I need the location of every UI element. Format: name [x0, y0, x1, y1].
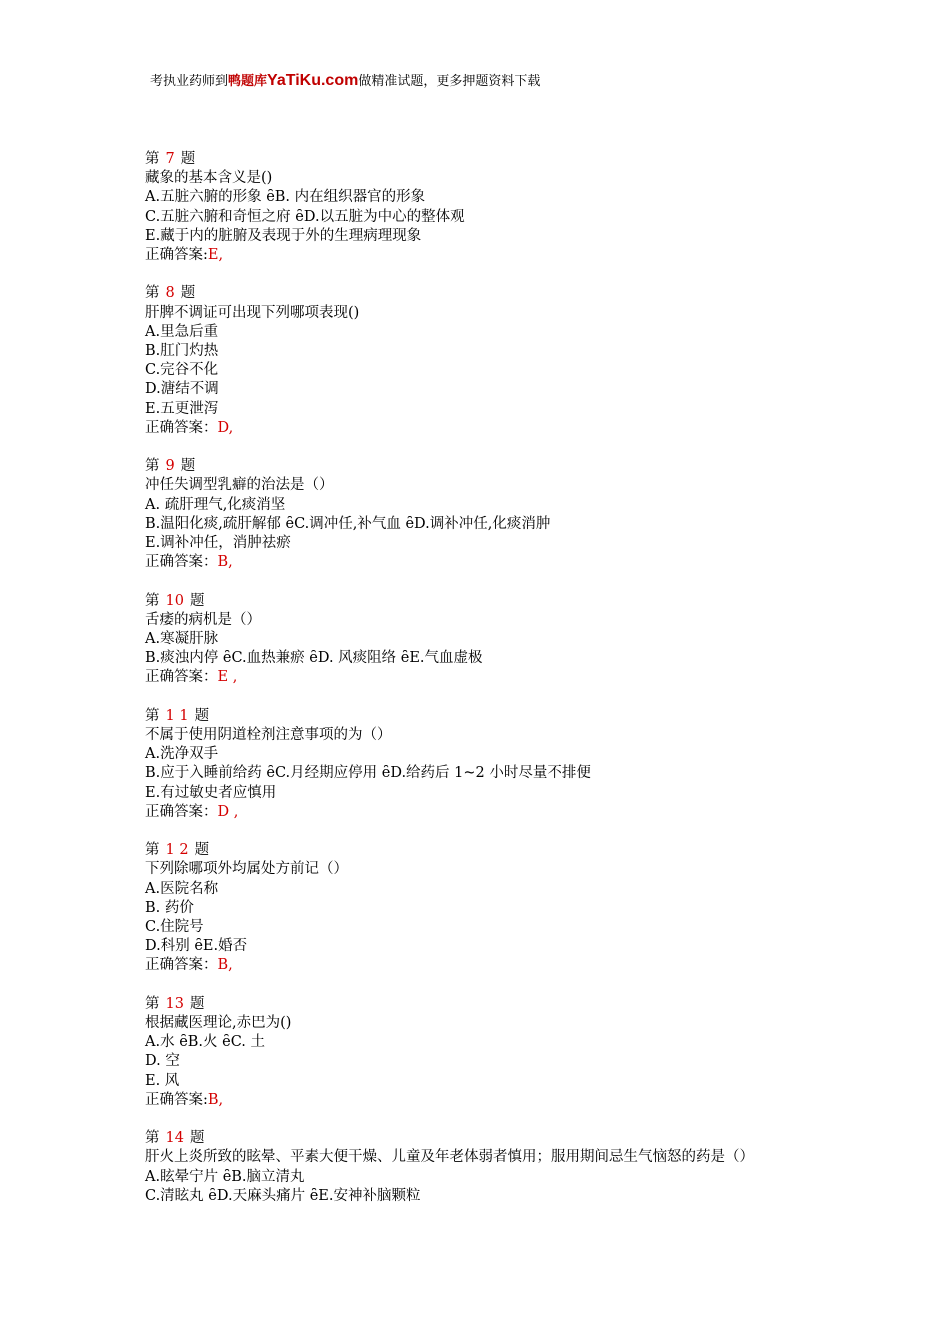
question-stem: 肝脾不调证可出现下列哪项表现(): [145, 304, 360, 321]
question-title: [145, 841, 825, 860]
correct-answer: [145, 246, 825, 265]
correct-answer-label: 正确答案：: [145, 554, 218, 571]
answer-option: E.调补冲任，消肿祛瘀: [145, 535, 291, 552]
question-number: 1 1: [165, 707, 189, 724]
question-number: 9: [165, 458, 175, 475]
question-list: [145, 150, 825, 1225]
question-block: [145, 592, 825, 688]
answer-option: B.痰浊内停 ȇC.血热兼瘀 ȇD. 风痰阻络 ȇE.气血虚极: [145, 650, 483, 667]
correct-answer-label: 正确答案：: [145, 669, 218, 686]
question-block: [145, 284, 825, 438]
question-stem: 冲任失调型乳癖的治法是（）: [145, 477, 334, 494]
correct-answer: [145, 553, 825, 572]
question-title-prefix: 第: [145, 707, 160, 724]
question-stem: 不属于使用阴道栓剂注意事项的为（）: [145, 727, 392, 744]
question-title: [145, 284, 825, 303]
answer-option: E.有过敏史者应慎用: [145, 784, 277, 801]
question-block: [145, 841, 825, 975]
question-title-suffix: 题: [180, 285, 196, 302]
question-block: [145, 707, 825, 822]
correct-answer-value: E ,: [217, 669, 238, 686]
answer-option: B. 药价: [145, 899, 194, 916]
question-title-suffix: 题: [194, 842, 210, 859]
correct-answer-label: 正确答案：: [145, 803, 218, 820]
correct-answer-value: E,: [207, 247, 224, 264]
answer-option: B.肛门灼热: [145, 343, 219, 360]
question-number: 13: [165, 995, 184, 1012]
question-block: [145, 1129, 825, 1206]
question-number: 10: [165, 592, 184, 609]
answer-option: A.五脏六腑的形象 ȇB. 内在组织器官的形象: [145, 189, 426, 206]
question-title-suffix: 题: [180, 151, 196, 167]
answer-option: A.里急后重: [145, 323, 219, 340]
header-suffix: 做精准试题，更多押题资料下载: [358, 74, 541, 89]
correct-answer-value: B,: [217, 957, 233, 974]
question-title: [145, 1129, 825, 1148]
answer-option: A.洗净双手: [145, 746, 219, 763]
question-title: [145, 707, 825, 726]
question-title-suffix: 题: [194, 707, 210, 724]
answer-option: B.温阳化痰,疏肝解郁 ȇC.调冲任,补气血 ȇD.调补冲任,化痰消肿: [145, 515, 551, 532]
answer-option: D.科别 ȇE.婚否: [145, 938, 248, 955]
question-title-suffix: 题: [189, 1130, 205, 1147]
answer-option: E.五更泄泻: [145, 400, 219, 417]
correct-answer: [145, 803, 825, 822]
answer-option: C.清眩丸 ȇD.天麻头痛片 ȇE.安神补脑颗粒: [145, 1187, 421, 1204]
answer-option: A.寒凝肝脉: [145, 631, 219, 648]
answer-option: C.五脏六腑和奇恒之府 ȇD.以五脏为中心的整体观: [145, 208, 465, 225]
question-block: [145, 457, 825, 572]
answer-option: A.眩晕宁片 ȇB.脑立清丸: [145, 1168, 305, 1185]
correct-answer: [145, 1091, 825, 1110]
page-header: [150, 72, 540, 91]
answer-option: A.医院名称: [145, 880, 219, 897]
answer-option: B.应于入睡前给药 ȇC.月经期应停用 ȇD.给药后 1~2 小时尽量不排便: [145, 765, 591, 782]
question-title-suffix: 题: [189, 592, 205, 609]
question-title-prefix: 第: [145, 458, 160, 475]
question-title-prefix: 第: [145, 995, 160, 1012]
correct-answer: [145, 419, 825, 438]
correct-answer-value: D,: [217, 419, 234, 436]
question-title-prefix: 第: [145, 1130, 160, 1147]
correct-answer-value: B,: [207, 1091, 224, 1108]
question-number: 14: [165, 1130, 184, 1147]
question-title: [145, 592, 825, 611]
question-block: [145, 150, 825, 265]
correct-answer: [145, 956, 825, 975]
question-number: 1 2: [165, 842, 189, 859]
question-title-prefix: 第: [145, 842, 160, 859]
answer-option: D. 空: [145, 1053, 180, 1070]
question-title-suffix: 题: [189, 995, 205, 1012]
site-name[interactable]: 鸭题库: [228, 74, 268, 89]
question-stem: 肝火上炎所致的眩晕、平素大便干燥、儿童及年老体弱者慎用；服用期间忌生气恼怒的药是（）: [145, 1149, 754, 1166]
question-title-prefix: 第: [145, 592, 160, 609]
header-prefix: 考执业药师到: [150, 74, 229, 89]
correct-answer-label: 正确答案:: [145, 247, 208, 264]
correct-answer: [145, 668, 825, 687]
question-number: 7: [165, 151, 175, 167]
correct-answer-label: 正确答案:: [145, 1091, 208, 1108]
question-title-suffix: 题: [180, 458, 196, 475]
answer-option: E. 风: [145, 1072, 180, 1089]
question-title: [145, 457, 825, 476]
question-stem: 藏象的基本含义是(): [145, 170, 273, 187]
correct-answer-value: D ,: [217, 803, 239, 820]
question-stem: 根据藏医理论,赤巴为(): [145, 1015, 292, 1032]
answer-option: C.完谷不化: [145, 362, 219, 379]
answer-option: C.住院号: [145, 919, 204, 936]
question-number: 8: [165, 285, 175, 302]
answer-option: E.藏于内的脏腑及表现于外的生理病理现象: [145, 227, 422, 244]
answer-option: A.水 ȇB.火 ȇC. 土: [145, 1034, 266, 1051]
correct-answer-label: 正确答案：: [145, 957, 218, 974]
question-block: [145, 995, 825, 1110]
answer-option: D.溏结不调: [145, 381, 219, 398]
question-title: [145, 150, 825, 169]
question-title: [145, 995, 825, 1014]
question-stem: 下列除哪项外均属处方前记（）: [145, 861, 348, 878]
question-title-prefix: 第: [145, 151, 160, 167]
question-stem: 舌痿的病机是（）: [145, 611, 261, 628]
question-title-prefix: 第: [145, 285, 160, 302]
correct-answer-value: B,: [217, 554, 233, 571]
correct-answer-label: 正确答案：: [145, 419, 218, 436]
answer-option: A. 疏肝理气,化痰消坚: [145, 496, 286, 513]
site-domain-link[interactable]: YaTiKu.com: [267, 72, 359, 89]
